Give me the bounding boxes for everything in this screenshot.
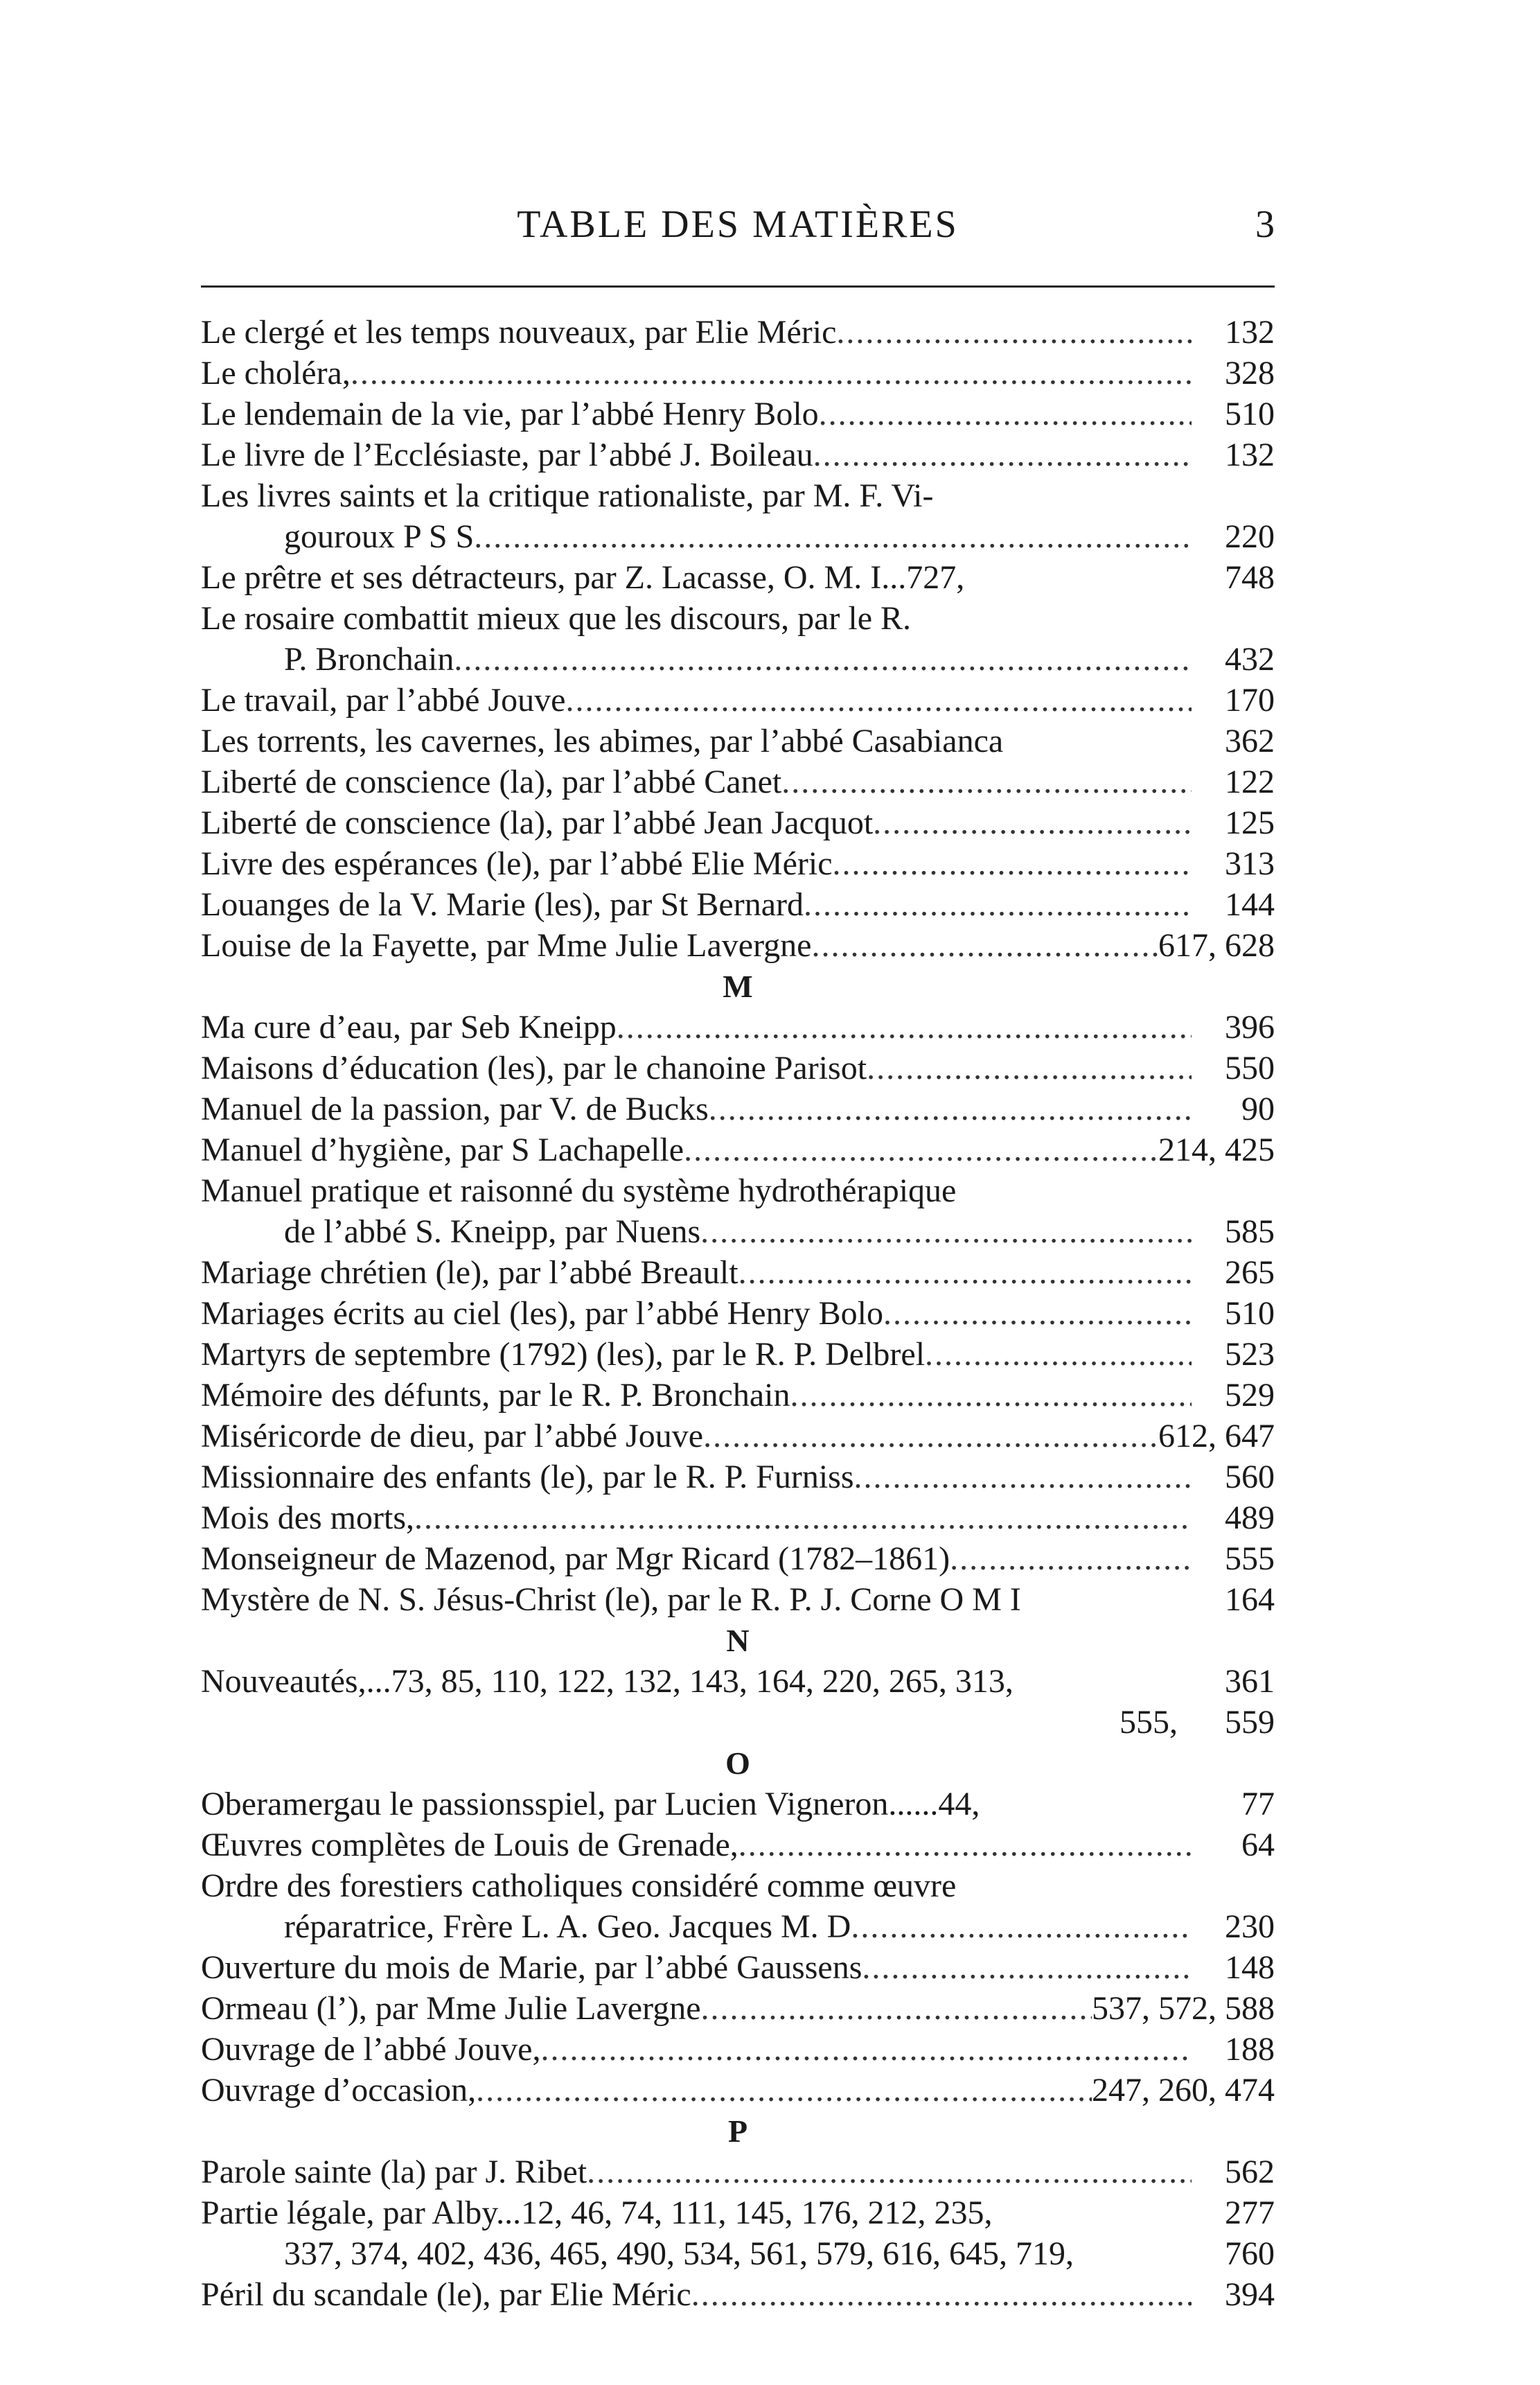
toc-entry	[201, 475, 1275, 516]
page-header	[201, 202, 1275, 251]
toc-entry	[201, 2274, 1275, 2315]
toc-entry	[201, 1947, 1275, 1988]
toc-entry-text: Ordre des forestiers catholiques considéré comme œuvre	[201, 1867, 957, 1904]
toc-entry-text: Manuel de la passion, par V. de Bucks	[201, 1091, 709, 1127]
toc-page-ref: 489	[1225, 1499, 1275, 1536]
toc-entry	[201, 1048, 1275, 1089]
toc-page-ref: 90	[1241, 1091, 1275, 1127]
toc-page-ref: 132	[1225, 314, 1275, 351]
dot-leader	[854, 1456, 1192, 1497]
toc-page-ref: 214, 425	[1158, 1132, 1275, 1168]
toc-page-ref: 537, 572, 588	[1092, 1990, 1275, 2027]
toc-entry-text: de l’abbé S. Kneipp, par Nuens	[284, 1213, 701, 1250]
toc-page-ref: 510	[1225, 396, 1275, 432]
toc-page-ref: 559	[1225, 1704, 1275, 1741]
toc-page-ref: 555	[1225, 1540, 1275, 1577]
toc-page-ref: 585	[1225, 1213, 1275, 1250]
toc-entry-text: P. Bronchain	[284, 641, 454, 678]
toc-entry	[201, 1988, 1275, 2029]
toc-page-ref: 523	[1225, 1336, 1275, 1373]
dot-leader	[474, 516, 1192, 557]
toc-page-ref: 164	[1225, 1581, 1275, 1618]
toc-page-ref: 394	[1225, 2276, 1275, 2313]
toc-entry-text: Monseigneur de Mazenod, par Mgr Ricard (1782–1861)	[201, 1540, 950, 1577]
toc-entry	[201, 1293, 1275, 1334]
toc-page-ref: 560	[1225, 1459, 1275, 1495]
toc-page-ref: 529	[1225, 1377, 1275, 1414]
toc-entry	[201, 557, 1275, 598]
section-letter	[201, 1743, 1275, 1784]
toc-entry-text: Maisons d’éducation (les), par le chanoine Parisot	[201, 1050, 867, 1086]
dot-leader	[833, 843, 1192, 884]
toc-entry	[201, 1007, 1275, 1048]
toc-entry	[201, 680, 1275, 721]
toc-page-ref: 432	[1225, 641, 1275, 678]
toc-entry-text: Le travail, par l’abbé Jouve	[201, 682, 566, 719]
toc-page-ref: 361	[1225, 1663, 1275, 1700]
toc-page-ref: 132	[1225, 437, 1275, 473]
dot-leader	[883, 1293, 1192, 1334]
page-title: TABLE DES MATIÈRES	[517, 203, 959, 246]
toc-entry-text: Louanges de la V. Marie (les), par St Bernard	[201, 886, 804, 923]
dot-leader	[738, 1252, 1192, 1293]
toc-entry-text: Œuvres complètes de Louis de Grenade,	[201, 1827, 738, 1863]
toc-entry	[201, 1089, 1275, 1129]
toc-entry-text: Manuel d’hygiène, par S Lachapelle	[201, 1132, 684, 1168]
dot-leader	[684, 1129, 1158, 1170]
toc-entry	[201, 598, 1275, 639]
toc-page-ref: 148	[1225, 1949, 1275, 1986]
toc-entry	[201, 1456, 1275, 1497]
toc-continuation-line	[201, 1702, 1275, 1743]
toc-page-ref: 748	[1225, 559, 1275, 596]
dot-leader	[813, 434, 1192, 475]
toc-entry-text: Louise de la Fayette, par Mme Julie Lavergne	[201, 927, 812, 964]
toc-entry-text: Mémoire des défunts, par le R. P. Bronchain	[201, 1377, 790, 1414]
section-letter	[201, 1620, 1275, 1661]
toc-entry	[201, 762, 1275, 802]
section-letter	[201, 2111, 1275, 2151]
section-letter	[201, 966, 1275, 1007]
toc-page-ref: 550	[1225, 1050, 1275, 1086]
toc-entry-text: 337, 374, 402, 436, 465, 490, 534, 561, 579, 616, 645, 719,	[284, 2235, 1074, 2272]
toc-entry	[201, 721, 1275, 762]
toc-page-ref: 220	[1225, 518, 1275, 555]
toc-entry	[201, 2070, 1275, 2111]
toc-entry-text: Ormeau (l’), par Mme Julie Lavergne	[201, 1990, 701, 2027]
dot-leader	[476, 2070, 1092, 2111]
dot-leader	[691, 2274, 1192, 2315]
toc-page-ref: 64	[1241, 1827, 1275, 1863]
toc-page-ref: 170	[1225, 682, 1275, 719]
toc-entry	[201, 434, 1275, 475]
dot-leader	[811, 925, 1158, 966]
toc-entry-text: Ma cure d’eau, par Seb Kneipp	[201, 1009, 617, 1046]
toc-entry-text: Mois des morts,	[201, 1499, 415, 1536]
toc-entry	[201, 1906, 1275, 1947]
toc-page-ref: 77	[1241, 1786, 1275, 1822]
dot-leader	[709, 1089, 1192, 1129]
toc-entry-text: Mariages écrits au ciel (les), par l’abbé Henry Bolo	[201, 1295, 883, 1332]
toc-entry	[201, 1375, 1275, 1416]
dot-leader	[454, 639, 1192, 680]
toc-entry-text: Le rosaire combattit mieux que les discours, par le R.	[201, 600, 912, 637]
toc-entry-text: Parole sainte (la) par J. Ribet	[201, 2154, 587, 2190]
toc-entry	[201, 1416, 1275, 1456]
toc-entry-text: Le lendemain de la vie, par l’abbé Henry Bolo	[201, 396, 819, 432]
toc-entry	[201, 1538, 1275, 1579]
toc-entry	[201, 2029, 1275, 2070]
section-letter-text: M	[723, 969, 753, 1004]
dot-leader	[540, 2029, 1192, 2070]
dot-leader	[781, 762, 1192, 802]
toc-entry-text: Liberté de conscience (la), par l’abbé Canet	[201, 764, 782, 800]
toc-page-ref: 188	[1225, 2031, 1275, 2068]
toc-page-ref: 144	[1225, 886, 1275, 923]
dot-leader	[819, 394, 1192, 434]
toc-entry-text: Les livres saints et la critique rationaliste, par M. F. Vi-	[201, 477, 934, 514]
toc-entry	[201, 394, 1275, 434]
toc-entry	[201, 639, 1275, 680]
toc-entry	[201, 353, 1275, 394]
toc-entry-text: Le livre de l’Ecclésiaste, par l’abbé J. Boileau	[201, 437, 813, 473]
toc-entry-text: Le clergé et les temps nouveaux, par Elie Méric	[201, 314, 837, 351]
toc-entry	[201, 2151, 1275, 2192]
dot-leader	[804, 884, 1192, 925]
toc-page-ref: 328	[1225, 355, 1275, 391]
dot-leader	[351, 353, 1192, 394]
toc-page-ref: 510	[1225, 1295, 1275, 1332]
toc-page-ref: 617, 628	[1158, 927, 1275, 964]
toc-page-ref: 265	[1225, 1254, 1275, 1291]
toc-entry	[201, 1497, 1275, 1538]
toc-entry-text: Mystère de N. S. Jésus-Christ (le), par le R. P. J. Corne O M I	[201, 1581, 1021, 1618]
toc-entry-text: Le prêtre et ses détracteurs, par Z. Lacasse, O. M. I...727,	[201, 559, 965, 596]
toc-page-ref: 122	[1225, 764, 1275, 800]
section-letter-text: P	[727, 2113, 748, 2149]
toc-entry	[201, 2233, 1275, 2274]
toc-entry	[201, 2192, 1275, 2233]
toc-entry	[201, 1252, 1275, 1293]
dot-leader	[950, 1538, 1192, 1579]
toc-entry-text: gouroux P S S	[284, 518, 475, 555]
dot-leader	[565, 680, 1192, 721]
toc-entry-text: Missionnaire des enfants (le), par le R. P. Furniss	[201, 1459, 854, 1495]
dot-leader	[925, 1334, 1192, 1375]
toc-entry-text: Le choléra,	[201, 355, 351, 391]
toc-entry	[201, 843, 1275, 884]
toc-entry-text: Partie légale, par Alby...12, 46, 74, 111, 145, 176, 212, 235,	[201, 2194, 993, 2231]
toc-entry-text: Miséricorde de dieu, par l’abbé Jouve	[201, 1418, 704, 1454]
dot-leader	[617, 1007, 1192, 1048]
page-number: 3	[1255, 203, 1275, 246]
dot-leader	[703, 1416, 1158, 1456]
dot-leader	[867, 1048, 1192, 1089]
dot-leader	[738, 1824, 1192, 1865]
dot-leader	[873, 802, 1192, 843]
toc-page-ref: 760	[1225, 2235, 1275, 2272]
toc-entry-text: Martyrs de septembre (1792) (les), par le R. P. Delbrel	[201, 1336, 926, 1373]
dot-leader	[836, 312, 1192, 353]
toc-entry	[201, 802, 1275, 843]
section-letter-text: O	[725, 1745, 750, 1781]
toc-page-ref: 562	[1225, 2154, 1275, 2190]
dot-leader	[862, 1947, 1192, 1988]
toc-page-ref: 396	[1225, 1009, 1275, 1046]
toc-entry-text: Manuel pratique et raisonné du système hydrothérapique	[201, 1172, 957, 1209]
toc-entry-text: Oberamergau le passionsspiel, par Lucien Vigneron......44,	[201, 1786, 980, 1822]
toc-entry	[201, 1129, 1275, 1170]
toc-entry	[201, 1661, 1275, 1702]
dot-leader	[700, 1211, 1192, 1252]
toc-entry-text: Liberté de conscience (la), par l’abbé Jean Jacquot	[201, 804, 874, 841]
toc-entry-text: Les torrents, les cavernes, les abimes, par l’abbé Casabianca	[201, 723, 1004, 759]
table-of-contents	[201, 312, 1275, 2315]
toc-entry-text: 555,	[1119, 1704, 1178, 1741]
section-letter-text: N	[726, 1623, 750, 1658]
toc-entry	[201, 884, 1275, 925]
toc-entry	[201, 1865, 1275, 1906]
toc-page-ref: 247, 260, 474	[1092, 2072, 1275, 2109]
toc-entry-text: Ouverture du mois de Marie, par l’abbé Gaussens	[201, 1949, 862, 1986]
dot-leader	[414, 1497, 1192, 1538]
toc-entry	[201, 312, 1275, 353]
toc-entry-text: Ouvrage de l’abbé Jouve,	[201, 2031, 541, 2068]
toc-entry	[201, 1334, 1275, 1375]
toc-entry-text: réparatrice, Frère L. A. Geo. Jacques M. D	[284, 1908, 851, 1945]
dot-leader	[587, 2151, 1192, 2192]
dot-leader	[701, 1988, 1092, 2029]
toc-page-ref: 362	[1225, 723, 1275, 759]
toc-entry-text: Livre des espérances (le), par l’abbé Elie Méric	[201, 845, 833, 882]
toc-entry	[201, 516, 1275, 557]
toc-entry	[201, 1170, 1275, 1211]
toc-entry	[201, 1784, 1275, 1824]
dot-leader	[851, 1906, 1192, 1947]
toc-entry	[201, 1824, 1275, 1865]
dot-leader	[790, 1375, 1192, 1416]
toc-entry-text: Péril du scandale (le), par Elie Méric	[201, 2276, 691, 2313]
toc-page-ref: 277	[1225, 2194, 1275, 2231]
toc-entry-text: Mariage chrétien (le), par l’abbé Breault	[201, 1254, 738, 1291]
toc-entry-text: Nouveautés,...73, 85, 110, 122, 132, 143, 164, 220, 265, 313,	[201, 1663, 1014, 1700]
toc-entry	[201, 925, 1275, 966]
toc-page-ref: 612, 647	[1158, 1418, 1275, 1454]
toc-entry-text: Ouvrage d’occasion,	[201, 2072, 477, 2109]
toc-entry	[201, 1579, 1275, 1620]
toc-page-ref: 313	[1225, 845, 1275, 882]
toc-entry	[201, 1211, 1275, 1252]
header-rule	[201, 285, 1275, 288]
toc-page-ref: 230	[1225, 1908, 1275, 1945]
toc-page-ref: 125	[1225, 804, 1275, 841]
